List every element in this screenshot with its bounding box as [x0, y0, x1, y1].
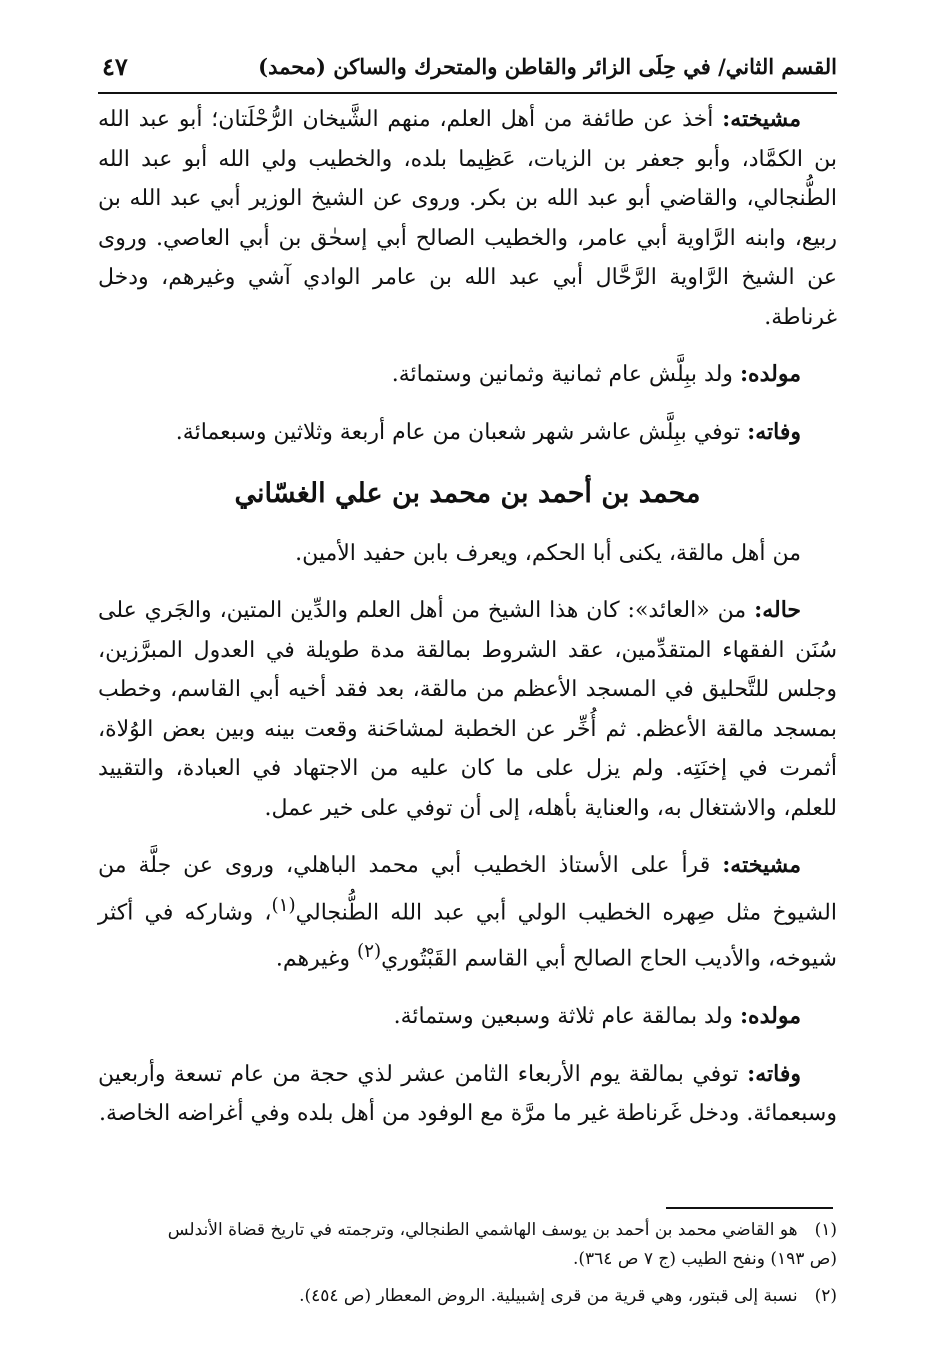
paragraph-mashyakha-2 — [98, 846, 837, 979]
footnote-2-number: (٢) — [814, 1286, 837, 1306]
running-title: القسم الثاني/ في حِلَى الزائر والقاطن والمتحرك والساكن (محمد) — [258, 54, 837, 79]
paragraph-mawlid-1 — [98, 355, 837, 395]
text-mawlid-2: ولد بمالقة عام ثلاثة وسبعين وستمائة. — [393, 1004, 733, 1030]
paragraph-intro-2: من أهل مالقة، يكنى أبا الحكم، ويعرف بابن حفيد الأمين. — [295, 540, 801, 566]
text-mashyakha-2-part2: ، وشاركه في أكثر شيوخه، والأديب الحاج الصالح أبي القاسم القَبْتُوري — [98, 899, 837, 972]
running-header — [98, 48, 837, 94]
footnotes — [98, 1216, 837, 1311]
text-wafat-1: توفي ببِلَّش عاشر شهر شعبان من عام أربعة وثلاثين وسبعمائة. — [175, 419, 741, 445]
text-mashyakha-2-part1: قرأ على الأستاذ الخطيب أبي محمد الباهلي، وروى عن جلَّة من الشيوخ مثل صِهره الخطيب الولي أبي عبد الله الطُّنجالي — [98, 853, 837, 925]
footnote-2 — [98, 1282, 837, 1311]
paragraph-wafat-2 — [98, 1055, 837, 1134]
paragraph-mawlid-2 — [98, 997, 837, 1037]
footnote-1-line2: (ص ١٩٣) ونفح الطيب (ج ٧ ص ٣٦٤). — [572, 1249, 837, 1269]
footnote-1 — [98, 1216, 837, 1245]
text-mashyakha-2-part3: وغيرهم. — [275, 946, 357, 972]
label-mawlid-2: مولده: — [739, 1003, 801, 1030]
label-hal-2: حاله: — [754, 597, 801, 623]
label-mashyakha-1: مشيخته: — [722, 106, 801, 132]
text-mashyakha-1: أخذ عن طائفة من أهل العلم، منهم الشَّيخان الرُّحْلَتان؛ أبو عبد الله بن الكمَّاد، وأبو جعفر بن الزيات، عَظِيما بلده، والخطيب ولي الله أبو عبد الله الطُّنجالي، والقاضي أبو عبد الله بن بكر. وروى عن الشيخ الوزير أبي عبد الله بن ربيع، وابنه الرَّاوية أبي عامر، والخطيب الصالح أبي إسحٰق بن أبي العاصي. وروى عن الشيخ الرَّاوية الرَّحَّال أبي عبد الله بن عامر الوادي آشي وغيرهم، ودخل غرناطة. — [98, 107, 837, 330]
text-wafat-2: توفي بمالقة يوم الأربعاء الثامن عشر لذي حجة من عام تسعة وأربعين وسبعمائة. ودخل غَرناطة غير ما مرَّة مع الوفود من أهل بلده وفي أغراضه الخاصة. — [98, 1061, 837, 1127]
paragraph-hal-2 — [98, 591, 837, 828]
paragraph-mashyakha-1 — [98, 100, 837, 337]
footnote-ref-2[interactable]: (٢) — [356, 941, 382, 963]
label-wafat-2: وفاته: — [747, 1060, 801, 1087]
footnote-1-continuation — [98, 1245, 837, 1274]
footnote-1-line1: هو القاضي محمد بن أحمد بن يوسف الهاشمي الطنجالي، وترجمته في تاريخ قضاة الأندلس — [167, 1220, 798, 1240]
text-mawlid-1: ولد ببِلَّش عام ثمانية وثمانين وستمائة. — [391, 362, 733, 387]
label-mawlid-1: مولده: — [739, 361, 801, 387]
footnote-separator — [666, 1207, 833, 1209]
footnote-2-line1: نسبة إلى قبتور، وهي قرية من قرى إشبيلية. الروض المعطار (ص ٤٥٤). — [299, 1286, 798, 1306]
biography-heading: محمد بن أحمد بن محمد بن علي الغسّاني — [234, 478, 701, 509]
label-wafat-1: وفاته: — [747, 418, 801, 445]
page-number: ٤٧ — [102, 52, 128, 81]
label-mashyakha-2: مشيخته: — [722, 852, 801, 878]
paragraph-wafat-1 — [98, 413, 837, 453]
footnote-1-number: (١) — [814, 1220, 837, 1240]
footnote-ref-1[interactable]: (١) — [271, 894, 296, 916]
text-hal-2: من «العائد»: كان هذا الشيخ من أهل العلم والدِّين المتين، والجَري على سُنَن الفقهاء المتقدِّمين، عقد الشروط بمالقة مدة طويلة في العدول المبرَّزين، وجلس للتَّحليق في المسجد الأعظم من مالقة، بعد فقد أخيه أبي القاسم، وخطب بمسجد مالقة الأعظم. ثم أُخِّر عن الخطبة لمشاحَنة وقعت بينه وبين بعض الوُلاة، أثمرت في إخنَتِه. ولم يزل على ما كان عليه من الاجتهاد في العبادة، والتقييد للعلم، والاشتغال به، والعناية بأهله، إلى أن توفي على خير عمل. — [98, 598, 837, 821]
main-text — [98, 100, 837, 1134]
